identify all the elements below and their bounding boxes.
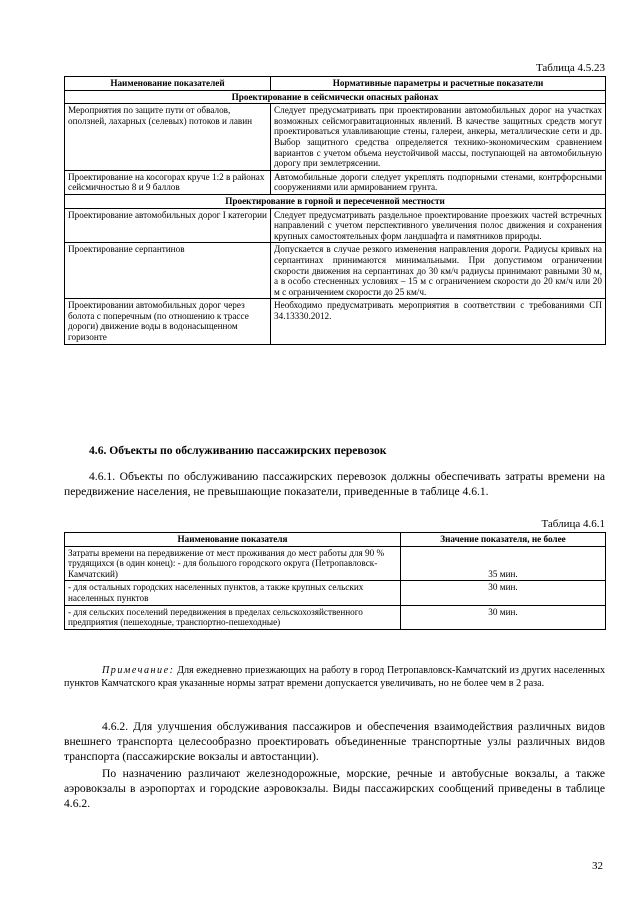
row-value: Следует предусматривать при проектировании автомобильных дорог на участках возможных сейсмогравитационных явлений. В качестве защитных средств могут проектироваться улавливающие стены, галереи, анкеры, металлические сети и др. Выбор защитного средства определяется технико-экономическим сравнением вариантов с учетом объема неустойчивой массы, поступающей на автомобильную дорогу при землетрясении. — [271, 104, 606, 171]
row-value: 30 мин. — [401, 605, 606, 629]
table-section-row — [65, 90, 606, 104]
section-heading: 4.6. Объекты по обслуживанию пассажирских перевозок — [89, 444, 387, 457]
paragraph-4-6-1: 4.6.1. Объекты по обслуживанию пассажирских перевозок должны обеспечивать затраты времени на передвижение населения, не превышающие показатели, приведенные в таблице 4.6.1. — [64, 470, 605, 498]
table-row — [65, 104, 606, 171]
row-value: Допускается в случае резкого изменения направления дороги. Радиусы кривых на серпантинах принимаются минимальными. При допустимом ограничении скорости движения на серпантинах до 30 км/ч радиусы принимают равными 30 м, а в особо стесненных условиях – 15 м с ограничением скорости до 20 км/ч или 20 м с ограничением скорости до 25 км/ч. — [271, 243, 606, 299]
row-name: Проектирование на косогорах круче 1:2 в районах сейсмичностью 8 и 9 баллов — [65, 170, 271, 194]
table-row — [65, 546, 606, 581]
paragraph-stations: По назначению различают железнодорожные, морские, речные и автобусные вокзалы, а также аэровокзалы в аэропортах и городские аэровокзалы. Виды пассажирских сообщений приведены в таблице 4.6.2. — [64, 767, 605, 810]
row-name: Проектировании автомобильных дорог через болота с поперечным (по отношению к трассе дороги) движение воды в водонасыщенном горизонте — [65, 299, 271, 344]
paragraph-4-6-2: 4.6.2. Для улучшения обслуживания пассажиров и обеспечения взаимодействия различных видов внешнего транспорта целесообразно проектировать объединенные транспортные узлы различных видов транспорта (пассажирские вокзалы и автостанции). — [64, 720, 605, 763]
table-row — [65, 170, 606, 194]
column-header: Наименование показателей — [65, 77, 271, 91]
column-header: Значение показателя, не более — [401, 533, 606, 547]
row-value: 30 мин. — [401, 581, 606, 605]
table-header-row — [65, 533, 606, 547]
row-name: Мероприятия по защите пути от обвалов, оползней, лахарных (селевых) потоков и лавин — [65, 104, 271, 171]
table-row — [65, 581, 606, 605]
row-name: Проектирование серпантинов — [65, 243, 271, 299]
section-title: Проектирование в горной и пересеченной местности — [65, 194, 606, 208]
design-parameters-table — [64, 76, 606, 345]
table-row — [65, 299, 606, 344]
table-row — [65, 208, 606, 243]
table-section-row — [65, 194, 606, 208]
table-row — [65, 605, 606, 629]
table-row — [65, 243, 606, 299]
row-value: Следует предусматривать раздельное проектирование проезжих частей встречных направлений с учетом перспективного увеличения полос движения и сохранения крупных самостоятельных форм ландшафта и памятников природы. — [271, 208, 606, 243]
row-name: Проектирование автомобильных дорог I категории — [65, 208, 271, 243]
row-name: - для остальных городских населенных пунктов, а также крупных сельских населенных пунктов — [65, 581, 401, 605]
table-header-row — [65, 77, 606, 91]
page-number: 32 — [592, 860, 603, 872]
travel-time-table — [64, 532, 606, 630]
row-name: Затраты времени на передвижение от мест проживания до мест работы для 90 % трудящихся (в один конец): - для большого городского округа (Петропавловск-Камчатский) — [65, 546, 401, 581]
row-value: Автомобильные дороги следует укреплять подпорными стенами, контрфорсными сооружениями или армированием грунта. — [271, 170, 606, 194]
row-value: Необходимо предусматривать мероприятия в соответствии с требованиями СП 34.13330.2012. — [271, 299, 606, 344]
table-caption: Таблица 4.6.1 — [541, 518, 605, 530]
column-header: Наименование показателя — [65, 533, 401, 547]
table-caption: Таблица 4.5.23 — [535, 62, 605, 74]
section-title: Проектирование в сейсмически опасных районах — [65, 90, 606, 104]
table-note — [64, 665, 605, 690]
note-label: Примечание: — [102, 665, 175, 676]
note-text: Для ежедневно приезжающих на работу в город Петропавловск-Камчатский из других населенных пунктов Камчатского края указанные нормы затрат времени допускается увеличивать, но не более чем в 2 раза. — [64, 665, 605, 689]
row-value: 35 мин. — [401, 546, 606, 581]
column-header: Нормативные параметры и расчетные показатели — [271, 77, 606, 91]
row-name: - для сельских поселений передвижения в пределах сельскохозяйственного предприятия (пешеходные, транспортно-пешеходные) — [65, 605, 401, 629]
